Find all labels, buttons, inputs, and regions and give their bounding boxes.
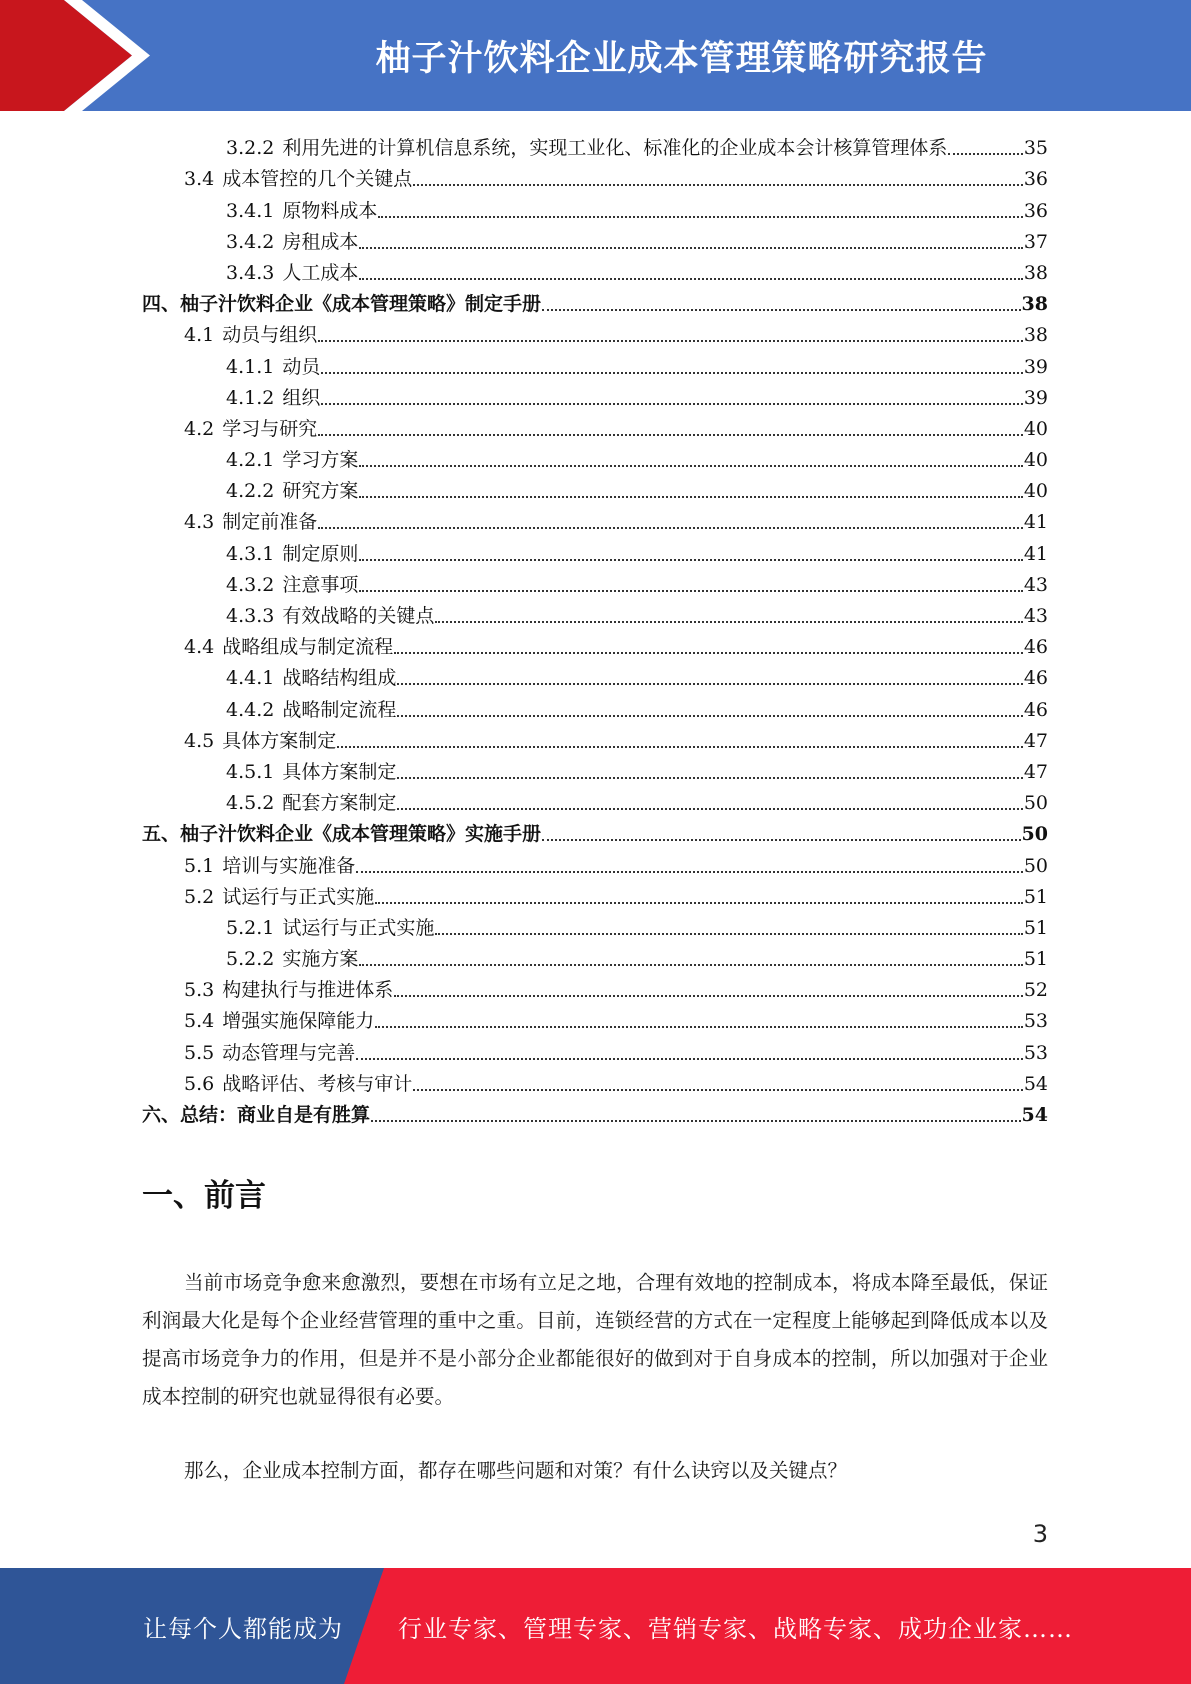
toc-entry-title: 组织 [282,386,321,409]
toc-entry[interactable] [142,597,1048,628]
toc-entry-title: 构建执行与推进体系 [222,979,394,1002]
page-number: 3 [1032,1520,1048,1548]
toc-entry-number: 4.2.1 [226,449,275,472]
toc-entry[interactable] [142,191,1048,222]
toc-entry-title: 战略评估、考核与审计 [222,1072,413,1095]
toc-entry[interactable] [142,160,1048,191]
toc-entry-number: 5.2 [184,885,215,908]
toc-entry[interactable] [142,347,1048,378]
footer-slogan: 让每个人都能成为 [143,1614,343,1643]
toc-entry-title: 战略制定流程 [282,698,397,721]
toc-entry[interactable] [142,534,1048,565]
toc-entry-page: 36 [1023,168,1048,191]
toc-entry-page: 40 [1023,449,1048,472]
toc-entry-number: 4.3.1 [226,542,275,565]
toc-entry[interactable] [142,1002,1048,1033]
toc-dot-leader [318,340,1023,342]
toc-entry-number: 4.3 [184,511,215,534]
toc-entry-title: 战略结构组成 [282,667,397,690]
toc-entry-title: 增强实施保障能力 [222,1010,375,1033]
body-paragraph: 当前市场竞争愈来愈激烈，要想在市场有立足之地，合理有效地的控制成本，将成本降至最低，保证利润最大化是每个企业经营管理的重中之重。目前，连锁经营的方式在一定程度上能够起到降低成本以及提高市场竞争力的作用，但是并不是小部分企业都能很好的做到对于自身成本的控制，所以加强对于企业成本控制的研究也就显得很有必要。 [142,1271,1048,1408]
toc-entry-page: 41 [1023,511,1048,534]
toc-dot-leader [359,247,1022,249]
toc-entry-title: 有效战略的关键点 [282,605,435,627]
toc-entry-page: 51 [1023,885,1048,908]
toc-entry-number: 4.5 [184,729,215,752]
toc-entry-number: 4.5.2 [226,792,275,815]
toc-entry-page: 50 [1023,854,1048,877]
toc-dot-leader [948,153,1022,155]
toc-dot-leader [318,434,1023,436]
toc-entry-page: 53 [1023,1010,1048,1033]
document-title-text: 柚子汁饮料企业成本管理策略研究报告 [375,38,988,79]
toc-entry-title: 学习方案 [282,449,359,472]
toc-entry-number: 3.4.3 [226,261,275,284]
toc-entry-number: 5.6 [184,1072,215,1095]
toc-entry[interactable] [142,285,1048,316]
toc-entry-number: 4.4.2 [226,698,275,721]
toc-dot-leader [542,839,1021,841]
toc-entry-number: 4.3.3 [226,605,275,627]
toc-entry[interactable] [142,815,1048,846]
toc-entry-title: 战略组成与制定流程 [222,636,394,659]
toc-entry-number: 4.4 [184,636,215,659]
toc-entry-title: 具体方案制定 [222,729,337,752]
toc-entry-title: 制定前准备 [222,511,318,534]
toc-dot-leader [435,933,1022,935]
toc-entry-title: 人工成本 [282,261,359,284]
toc-dot-leader [435,621,1022,623]
toc-entry-title: 试运行与正式实施 [222,885,375,908]
toc-dot-leader [378,216,1022,218]
toc-entry-page: 52 [1023,979,1048,1002]
toc-entry-page: 54 [1021,1104,1048,1126]
toc-entry-page: 36 [1023,199,1048,222]
toc-entry-number: 4.5.1 [226,760,275,783]
toc-entry-page: 40 [1023,417,1048,440]
toc-entry-page: 37 [1023,230,1048,253]
toc-entry[interactable] [142,690,1048,721]
toc-entry-number: 5.5 [184,1041,215,1064]
toc-dot-leader [375,902,1023,904]
toc-entry-page: 46 [1023,667,1048,690]
toc-entry-number: 4.4.1 [226,667,275,690]
toc-entry-title: 原物料成本 [282,199,378,222]
toc-entry[interactable] [142,971,1048,1002]
toc-dot-leader [359,278,1022,280]
toc-entry[interactable] [142,659,1048,690]
toc-entry-title: 试运行与正式实施 [282,916,435,939]
toc-entry-number: 4.2.2 [226,480,275,503]
toc-dot-leader [394,652,1023,654]
toc-entry-page: 35 [1023,137,1048,160]
toc-dot-leader [371,1120,1021,1122]
toc-dot-leader [397,683,1022,685]
toc-entry-number: 3.4.1 [226,199,275,222]
toc-entry-number: 5.4 [184,1010,215,1033]
toc-entry-title: 培训与实施准备 [222,854,356,877]
toc-entry[interactable] [142,410,1048,441]
toc-entry[interactable] [142,566,1048,597]
toc-entry-page: 51 [1023,916,1048,939]
toc-dot-leader [397,715,1022,717]
toc-dot-leader [359,590,1022,592]
toc-entry-number: 4.1.1 [226,355,275,378]
toc-dot-leader [318,527,1023,529]
document-title [180,0,1191,111]
toc-entry-page: 51 [1023,948,1048,971]
toc-entry-number: 5.1 [184,854,215,877]
toc-entry-title: 动员 [282,355,321,378]
toc-entry-page: 40 [1023,480,1048,503]
toc-entry-page: 53 [1023,1041,1048,1064]
toc-entry[interactable] [142,129,1048,160]
toc-entry[interactable] [142,628,1048,659]
toc-entry[interactable] [142,784,1048,815]
toc-dot-leader [375,1026,1023,1028]
toc-entry[interactable] [142,909,1048,940]
toc-entry-page: 50 [1021,823,1048,846]
toc-entry-page: 41 [1023,542,1048,565]
toc-dot-leader [413,1089,1023,1091]
toc-entry-page: 47 [1023,729,1048,752]
toc-entry-title: 制定原则 [282,542,359,565]
toc-entry[interactable] [142,878,1048,909]
toc-entry[interactable] [142,1096,1048,1127]
toc-entry-title: 学习与研究 [222,417,318,440]
toc-entry-page: 47 [1023,760,1048,783]
toc-entry-title: 动员与组织 [222,324,318,347]
toc-entry[interactable] [142,316,1048,347]
toc-entry-page: 50 [1023,792,1048,815]
toc-entry-title: 配套方案制定 [282,792,397,815]
toc-dot-leader [356,871,1023,873]
toc-entry-page: 43 [1023,573,1048,596]
toc-entry[interactable] [142,441,1048,472]
toc-entry-title: 动态管理与完善 [222,1041,356,1064]
toc-entry-number: 3.2.2 [226,137,275,160]
toc-entry-number: 4.1 [184,324,215,347]
toc-dot-leader [321,372,1022,374]
toc-entry-number: 3.4.2 [226,230,275,253]
body-paragraph: 那么，企业成本控制方面，都存在哪些问题和对策？有什么诀窍以及关键点？ [184,1459,848,1482]
toc-entry[interactable] [142,472,1048,503]
toc-entry-title: 具体方案制定 [282,760,397,783]
toc-dot-leader [413,184,1023,186]
toc-dot-leader [359,465,1022,467]
toc-entry-title: 研究方案 [282,480,359,503]
page-footer [0,1568,1191,1684]
toc-entry-number: 4.3.2 [226,573,275,596]
toc-entry-page: 46 [1023,698,1048,721]
toc-entry-number: 4.1.2 [226,386,275,409]
toc-entry[interactable] [142,940,1048,971]
toc-entry-title: 五、柚子汁饮料企业《成本管理策略》实施手册 [142,823,542,846]
footer-roles: 行业专家、管理专家、营销专家、战略专家、成功企业家…… [398,1614,1073,1643]
toc-entry-page: 38 [1021,293,1048,316]
toc-entry[interactable] [142,223,1048,254]
toc-entry[interactable] [142,846,1048,877]
toc-dot-leader [356,1058,1023,1060]
toc-entry[interactable] [142,753,1048,784]
toc-entry-title: 注意事项 [282,573,359,596]
toc-entry-title: 利用先进的计算机信息系统，实现工业化、标准化的企业成本会计核算管理体系 [282,137,948,160]
toc-entry-page: 54 [1023,1072,1048,1095]
toc-entry-title: 实施方案 [282,948,359,971]
header-arrow-decoration [0,0,170,111]
toc-dot-leader [321,403,1022,405]
toc-entry-title: 四、柚子汁饮料企业《成本管理策略》制定手册 [142,293,542,316]
toc-entry-title: 六、总结：商业自是有胜算 [142,1104,371,1126]
toc-entry-number: 3.4 [184,168,215,191]
toc-entry-number: 5.2.2 [226,948,275,971]
toc-dot-leader [359,496,1022,498]
toc-entry[interactable] [142,503,1048,534]
toc-dot-leader [359,964,1022,966]
toc-entry-page: 39 [1023,355,1048,378]
toc-entry-page: 38 [1023,324,1048,347]
toc-entry-title: 成本管控的几个关键点 [222,168,413,191]
toc-dot-leader [337,746,1023,748]
toc-entry[interactable] [142,722,1048,753]
toc-entry-page: 38 [1023,261,1048,284]
toc-dot-leader [359,559,1022,561]
toc-entry-number: 5.3 [184,979,215,1002]
table-of-contents [142,129,1048,1127]
toc-dot-leader [394,995,1023,997]
toc-entry-page: 46 [1023,636,1048,659]
toc-dot-leader [542,309,1021,311]
toc-entry[interactable] [142,1065,1048,1096]
toc-entry-number: 4.2 [184,417,215,440]
toc-entry-title: 房租成本 [282,230,359,253]
toc-entry-page: 39 [1023,386,1048,409]
toc-entry[interactable] [142,1033,1048,1064]
toc-entry-number: 5.2.1 [226,916,275,939]
page-header [0,0,1191,111]
toc-entry[interactable] [142,379,1048,410]
section-heading: 一、前言 [142,1178,266,1214]
toc-entry-page: 43 [1023,605,1048,627]
toc-entry[interactable] [142,254,1048,285]
toc-dot-leader [397,808,1022,810]
toc-dot-leader [397,777,1022,779]
